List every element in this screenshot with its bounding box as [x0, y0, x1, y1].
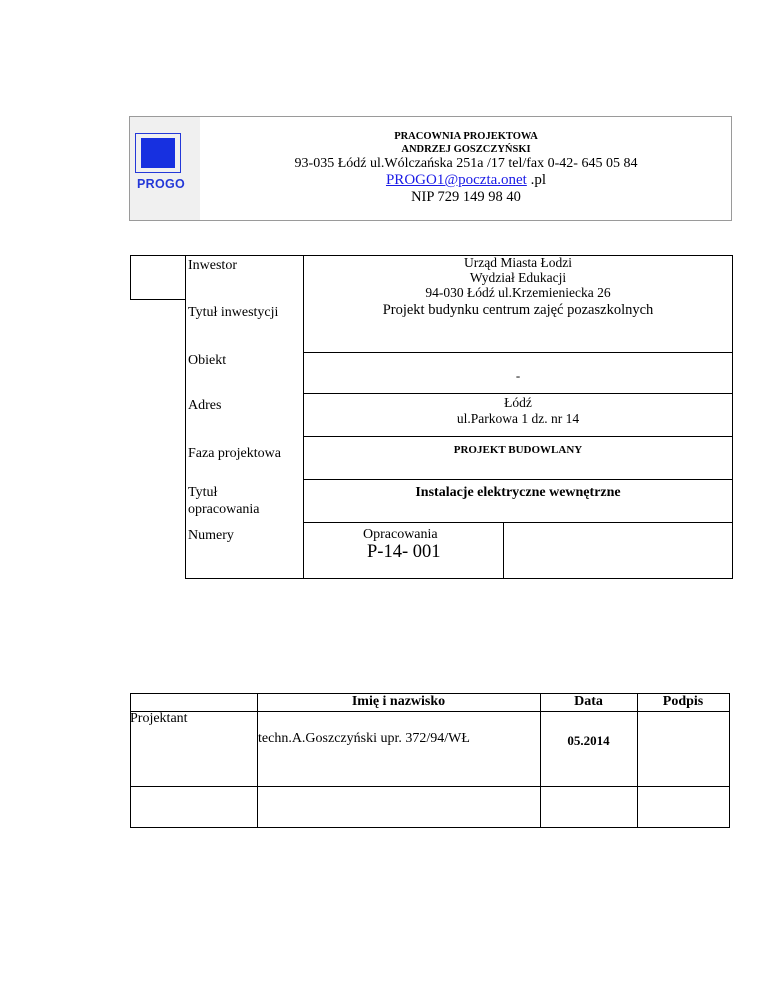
investment-title-label: Tytuł inwestycji — [188, 305, 279, 320]
address-street: ul.Parkowa 1 dz. nr 14 — [456, 411, 580, 426]
numbers-label: Numery — [188, 528, 234, 543]
object-label: Obiekt — [188, 353, 227, 368]
company-address: 93-035 Łódź ul.Wólczańska 251a /17 tel/fax 0-42- 645 05 84 — [294, 156, 638, 171]
object-value: - — [515, 368, 521, 383]
address-city: Łódź — [504, 395, 532, 410]
investor-address: 94-030 Łódź ul.Krzemieniecka 26 — [425, 285, 611, 300]
company-owner: ANDRZEJ GOSZCZYŃSKI — [401, 144, 531, 155]
logo-square-icon — [141, 138, 175, 168]
study-title-label-1: Tytuł — [188, 485, 218, 500]
study-title-label-2: opracowania — [188, 502, 260, 517]
investment-title-value: Projekt budynku centrum zajęć pozaszkolnych — [382, 302, 654, 318]
investor-name: Urząd Miasta Łodzi — [464, 255, 572, 270]
investor-department: Wydział Edukacji — [469, 270, 567, 285]
designer-name: techn.A.Goszczyński upr. 372/94/WŁ — [258, 731, 470, 746]
numbers-sub-label: Opracowania — [363, 527, 438, 542]
company-email-line — [200, 172, 732, 189]
company-name: PRACOWNIA PROJEKTOWA — [394, 131, 538, 142]
company-nip: NIP 729 149 98 40 — [411, 189, 521, 205]
study-number: P-14- 001 — [367, 542, 441, 562]
email-link[interactable]: PROGO1@poczta.onet — [385, 172, 527, 188]
col-signature-header: Podpis — [662, 694, 704, 709]
logo-text: PROGO — [137, 177, 186, 191]
design-phase-label: Faza projektowa — [188, 446, 281, 461]
email-suffix: .pl — [526, 172, 547, 188]
design-phase-value: PROJEKT BUDOWLANY — [453, 444, 583, 456]
investor-label: Inwestor — [188, 258, 237, 273]
designer-role-label: Projektant — [130, 711, 188, 726]
col-name-header: Imię i nazwisko — [351, 694, 446, 709]
designer-date: 05.2014 — [567, 733, 610, 748]
address-label: Adres — [188, 398, 222, 413]
study-title-value: Instalacje elektryczne wewnętrzne — [415, 485, 621, 500]
col-date-header: Data — [574, 694, 603, 709]
